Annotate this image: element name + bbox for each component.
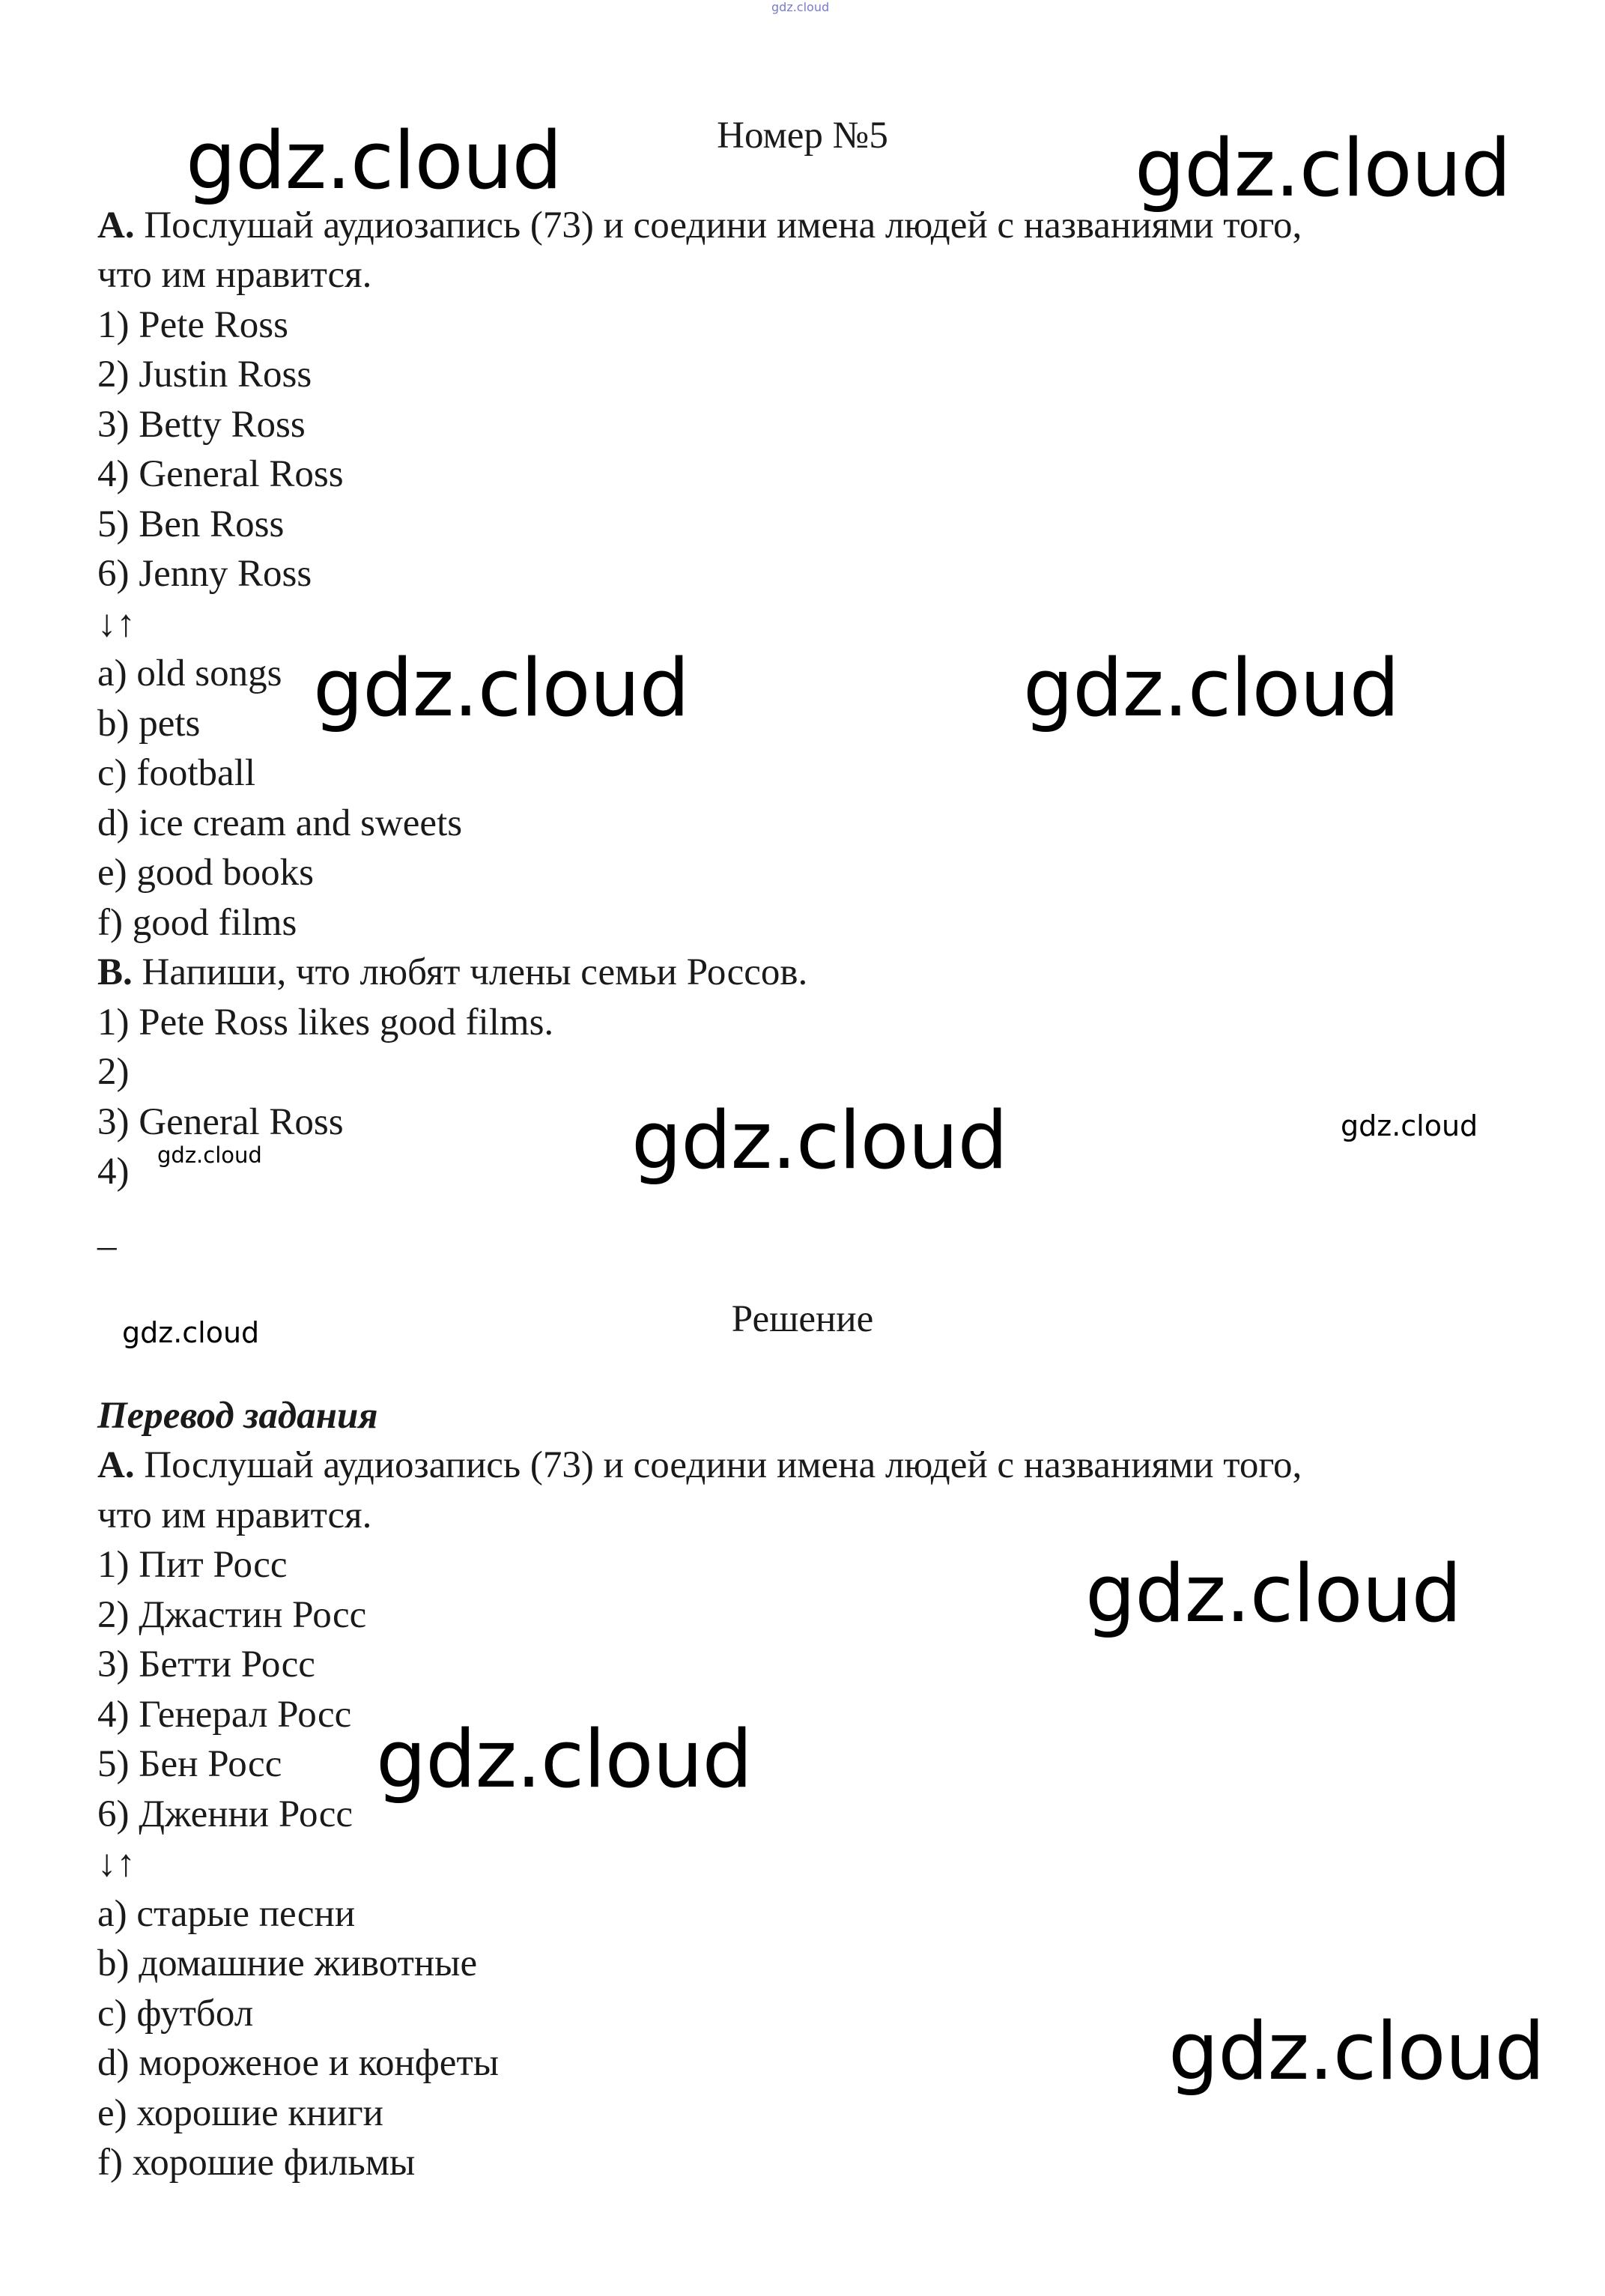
watermark: gdz.cloud — [631, 1094, 1007, 1187]
answer-line: 3) General Ross — [97, 1101, 344, 1143]
list-item-name: 1) Pete Ross — [97, 304, 288, 346]
translation-part-a-label: А. — [97, 1444, 135, 1486]
list-item-like: e) good books — [97, 852, 314, 894]
list-item-name: 2) Justin Ross — [97, 354, 312, 396]
watermark: gdz.cloud — [1135, 122, 1511, 214]
translation-name: 4) Генерал Росс — [97, 1694, 352, 1736]
translation-like: e) хорошие книги — [97, 2092, 383, 2134]
dash-mark: _ — [97, 1212, 117, 1254]
translation-like: b) домашние животные — [97, 1942, 478, 1984]
answer-line: 4) — [97, 1151, 130, 1193]
translation-name: 2) Джастин Росс — [97, 1594, 367, 1636]
translation-like: d) мороженое и конфеты — [97, 2042, 499, 2084]
list-item-like: d) ice cream and sweets — [97, 802, 463, 844]
translation-name: 5) Бен Росс — [97, 1743, 282, 1785]
translation-name: 3) Бетти Росс — [97, 1644, 315, 1685]
translation-heading: Перевод задания — [97, 1395, 378, 1437]
part-a-instruction — [97, 201, 1302, 250]
arrows-icon: ↓↑ — [97, 603, 136, 645]
list-item-name: 5) Ben Ross — [97, 503, 285, 545]
watermark: gdz.cloud — [376, 1713, 752, 1805]
part-a-instruction-cont: что им нравится. — [97, 254, 372, 296]
answer-line: 2) — [97, 1051, 130, 1093]
part-b-text: Напиши, что любят члены семьи Россов. — [142, 951, 808, 993]
list-item-name: 4) General Ross — [97, 453, 344, 495]
list-item-name: 3) Betty Ross — [97, 404, 306, 446]
watermark: gdz.cloud — [1085, 1548, 1461, 1640]
solution-heading: Решение — [731, 1298, 874, 1340]
watermark: gdz.cloud — [186, 115, 562, 207]
list-item-like: c) football — [97, 752, 255, 794]
translation-name: 6) Дженни Росс — [97, 1793, 353, 1835]
list-item-like: a) old songs — [97, 652, 282, 694]
part-b-instruction — [97, 948, 807, 997]
page-title: Номер №5 — [717, 115, 888, 157]
watermark: gdz.cloud — [1341, 1109, 1478, 1142]
watermark-top: gdz.cloud — [771, 0, 830, 14]
translation-like: c) футбол — [97, 1993, 254, 2035]
answer-line: 1) Pete Ross likes good films. — [97, 1002, 554, 1044]
watermark: gdz.cloud — [313, 642, 689, 734]
watermark: gdz.cloud — [1023, 642, 1399, 734]
translation-like: a) старые песни — [97, 1893, 356, 1935]
arrows-icon: ↓↑ — [97, 1843, 136, 1885]
watermark: gdz.cloud — [157, 1142, 262, 1168]
watermark: gdz.cloud — [1168, 2005, 1544, 2097]
translation-name: 1) Пит Росс — [97, 1544, 288, 1586]
translation-part-a-text: Послушай аудиозапись (73) и соедини имена людей с названиями того, — [144, 1444, 1302, 1486]
list-item-like: f) good films — [97, 902, 297, 944]
part-b-label: В. — [97, 951, 133, 993]
part-a-text: Послушай аудиозапись (73) и соедини имена людей с названиями того, — [144, 205, 1302, 246]
translation-like: f) хорошие фильмы — [97, 2142, 416, 2184]
watermark: gdz.cloud — [122, 1316, 260, 1349]
part-a-label: А. — [97, 205, 135, 246]
list-item-name: 6) Jenny Ross — [97, 553, 312, 595]
translation-part-a — [97, 1441, 1302, 1490]
list-item-like: b) pets — [97, 703, 201, 745]
translation-part-a-cont: что им нравится. — [97, 1494, 372, 1536]
